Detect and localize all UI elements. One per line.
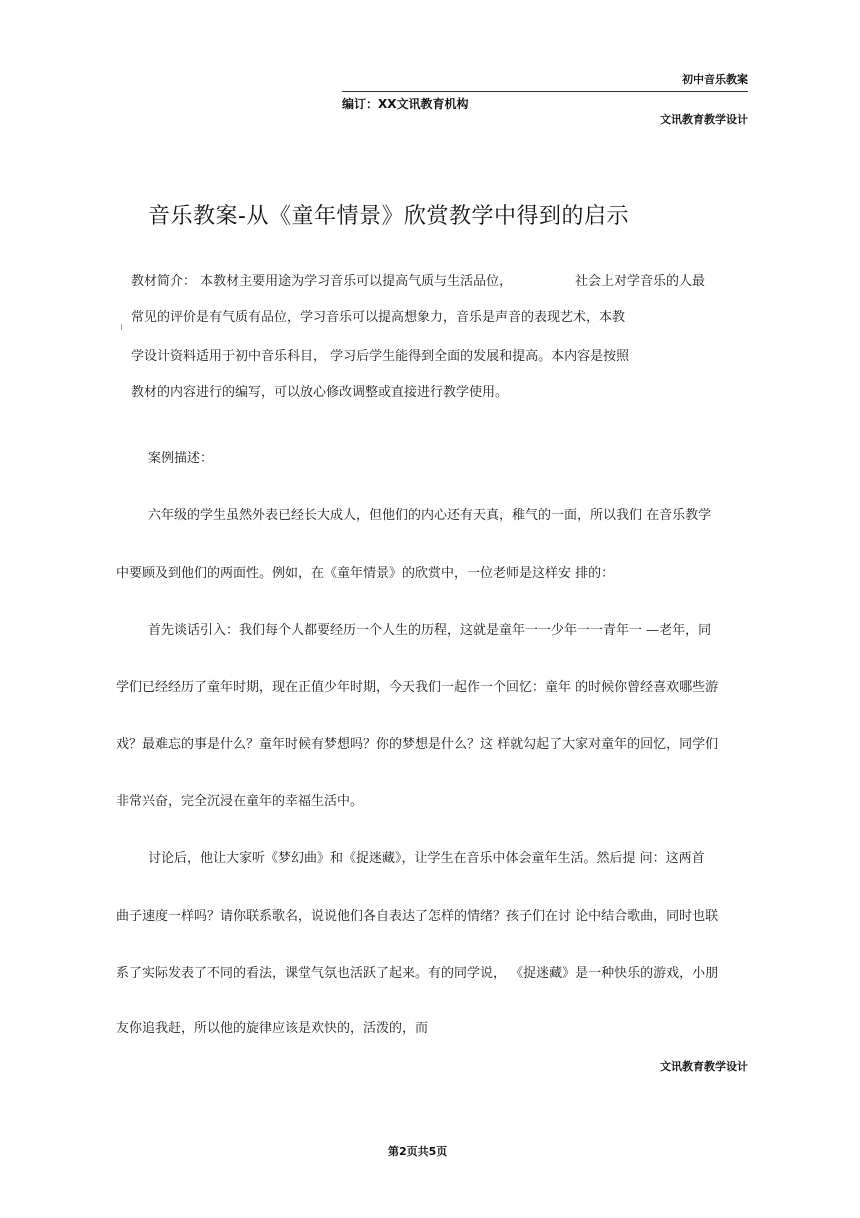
body-line: 曲子速度一样吗？请你联系歌名，说说他们各自表达了怎样的情绪？孩子们在讨 论中结合歌曲，同时也联 bbox=[116, 909, 719, 924]
body-line: 学们已经经历了童年时期，现在正值少年时期，今天我们一起作一个回忆：童年 的时候你曾经喜欢哪些游 bbox=[116, 680, 719, 695]
body-line: 中要顾及到他们的两面性。例如，在《童年情景》的欣赏中，一位老师是这样安 排的： bbox=[116, 566, 615, 581]
intro-line-1b: 社会上对学音乐的人最 bbox=[575, 274, 706, 289]
case-heading: 案例描述： bbox=[148, 451, 214, 466]
body-line: 六年级的学生虽然外表已经长大成人，但他们的内心还有天真，稚气的一面，所以我们 在音乐教学 bbox=[148, 508, 712, 523]
header-category: 初中音乐教案 bbox=[682, 73, 748, 86]
body-line: 友你追我赶，所以他的旋律应该是欢快的，活泼的，而 bbox=[116, 1021, 429, 1036]
header-editor: 编订：XX文讯教育机构 bbox=[342, 97, 469, 111]
body-line: 讨论后，他让大家听《梦幻曲》和《捉迷藏》，让学生在音乐中体会童年生活。然后提 问：这两首 bbox=[148, 851, 705, 866]
body-line: 首先谈话引入：我们每个人都要经历一个人生的历程，这就是童年一一少年一一青年一 —老年，同 bbox=[148, 623, 712, 638]
intro-line-4: 教材的内容进行的编写，可以放心修改调整或直接进行教学使用。 bbox=[131, 385, 509, 400]
body-line: 系了实际发表了不同的看法，课堂气氛也活跃了起来。有的同学说， 《捉迷藏》是一种快乐的游戏，小朋 bbox=[116, 966, 719, 981]
page-number: 第2页共5页 bbox=[388, 1145, 448, 1158]
intro-line-1a: 教材简介： 本教材主要用途为学习音乐可以提高气质与生活品位， bbox=[131, 274, 513, 289]
document-title: 音乐教案-从《童年情景》欣赏教学中得到的启示 bbox=[148, 204, 629, 229]
header-rule bbox=[342, 91, 748, 92]
margin-mark bbox=[121, 324, 122, 330]
intro-line-3: 学设计资料适用于初中音乐科目， 学习后学生能得到全面的发展和提高。本内容是按照 bbox=[131, 349, 630, 364]
intro-line-2: 常见的评价是有气质有品位，学习音乐可以提高想象力，音乐是声音的表现艺术，本教 bbox=[131, 310, 626, 325]
header-brand: 文讯教育教学设计 bbox=[660, 113, 748, 126]
body-line: 戏？最难忘的事是什么？童年时候有梦想吗？你的梦想是什么？这 样就勾起了大家对童年的回忆，同学们 bbox=[116, 737, 719, 752]
footer-brand: 文讯教育教学设计 bbox=[660, 1060, 748, 1073]
body-line: 非常兴奋，完全沉浸在童年的幸福生活中。 bbox=[116, 794, 364, 809]
